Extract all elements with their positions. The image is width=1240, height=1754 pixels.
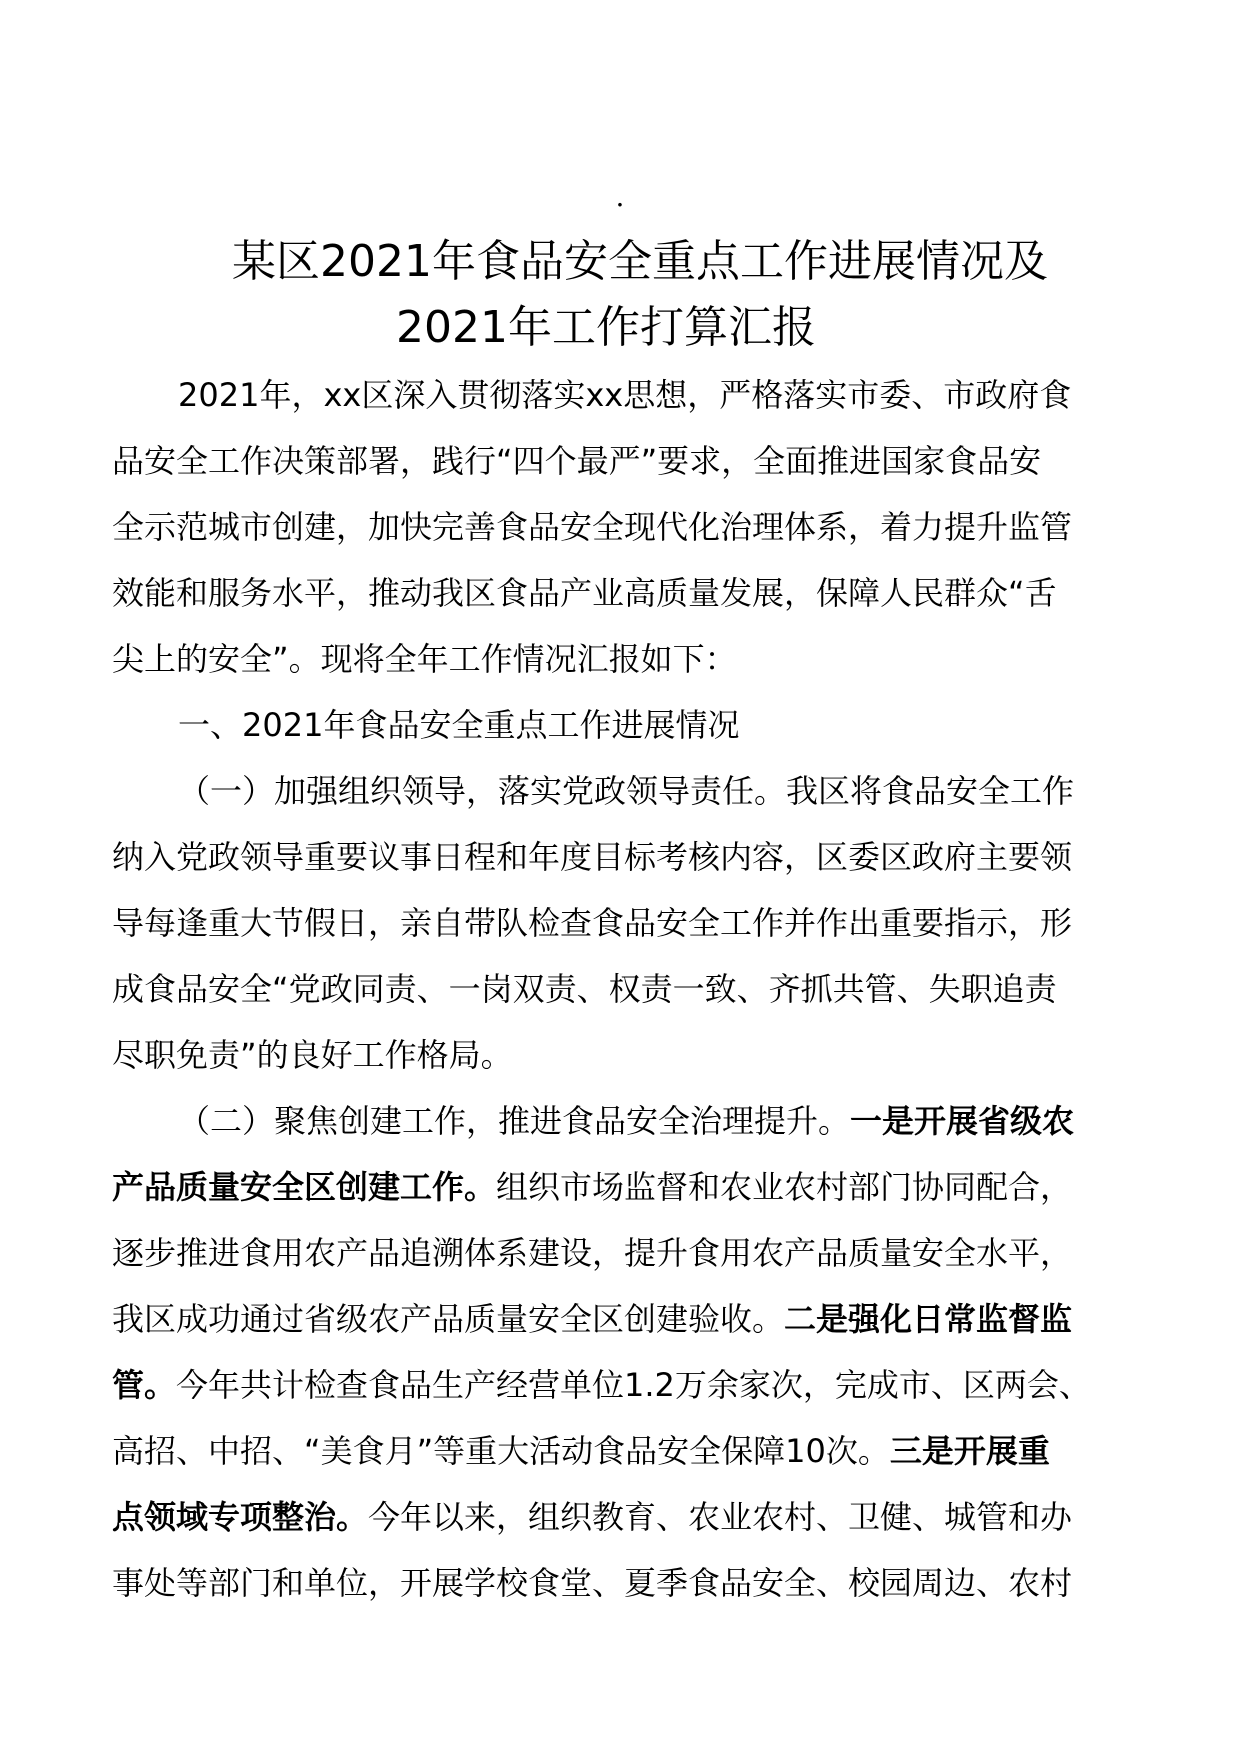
paragraph-line: 尖上的安全”。现将全年工作情况汇报如下：	[112, 640, 737, 678]
paragraph-line: 事处等部门和单位，开展学校食堂、夏季食品安全、校园周边、农村	[112, 1564, 1073, 1602]
section-heading: 一、2021年食品安全重点工作进展情况	[178, 706, 740, 744]
paragraph-line: （一）加强组织领导，落实党政领导责任。我区将食品安全工作	[178, 772, 1075, 810]
document-title-line-2: 2021年工作打算汇报	[396, 302, 816, 353]
paragraph-line: 逐步推进食用农产品追溯体系建设，提升食用农产品质量安全水平，	[112, 1234, 1073, 1272]
paragraph-line: 产品质量安全区创建工作。组织市场监督和农业农村部门协同配合，	[112, 1168, 1073, 1206]
paragraph-line: 全示范城市创建，加快完善食品安全现代化治理体系，着力提升监管	[112, 508, 1073, 546]
bold-phrase: 点领域专项整治。	[112, 1498, 369, 1536]
paragraph-line: 纳入党政领导重要议事日程和年度目标考核内容，区委区政府主要领	[112, 838, 1073, 876]
bold-phrase: 二是强化日常监督监	[784, 1300, 1073, 1338]
document-title-line-1: 某区2021年食品安全重点工作进展情况及	[232, 236, 1048, 287]
paragraph-line: 点领域专项整治。今年以来，组织教育、农业农村、卫健、城管和办	[112, 1498, 1073, 1536]
bold-phrase: 管。	[112, 1366, 177, 1404]
paragraph-line: 尽职免责”的良好工作格局。	[112, 1036, 513, 1074]
paragraph-line: 高招、中招、“美食月”等重大活动食品安全保障10次。三是开展重	[112, 1432, 1050, 1470]
paragraph-line: 管。今年共计检查食品生产经营单位1.2万余家次，完成市、区两会、	[112, 1366, 1091, 1404]
paragraph-line: 效能和服务水平，推动我区食品产业高质量发展，保障人民群众“舌	[112, 574, 1057, 612]
paragraph-line: 2021年，xx区深入贯彻落实xx思想，严格落实市委、市政府食	[178, 376, 1072, 414]
bold-phrase: 三是开展重	[889, 1432, 1050, 1470]
paragraph-line: （二）聚焦创建工作，推进食品安全治理提升。一是开展省级农	[178, 1102, 1075, 1140]
bold-phrase: 产品质量安全区创建工作。	[112, 1168, 497, 1206]
paragraph-line: 导每逢重大节假日，亲自带队检查食品安全工作并作出重要指示，形	[112, 904, 1073, 942]
paragraph-line: 我区成功通过省级农产品质量安全区创建验收。二是强化日常监督监	[112, 1300, 1073, 1338]
top-mark: .	[615, 180, 625, 213]
bold-phrase: 一是开展省级农	[850, 1102, 1075, 1140]
paragraph-line: 成食品安全“党政同责、一岗双责、权责一致、齐抓共管、失职追责	[112, 970, 1057, 1008]
document-body	[112, 362, 1132, 1616]
paragraph-line: 品安全工作决策部署，践行“四个最严”要求，全面推进国家食品安	[112, 442, 1042, 480]
